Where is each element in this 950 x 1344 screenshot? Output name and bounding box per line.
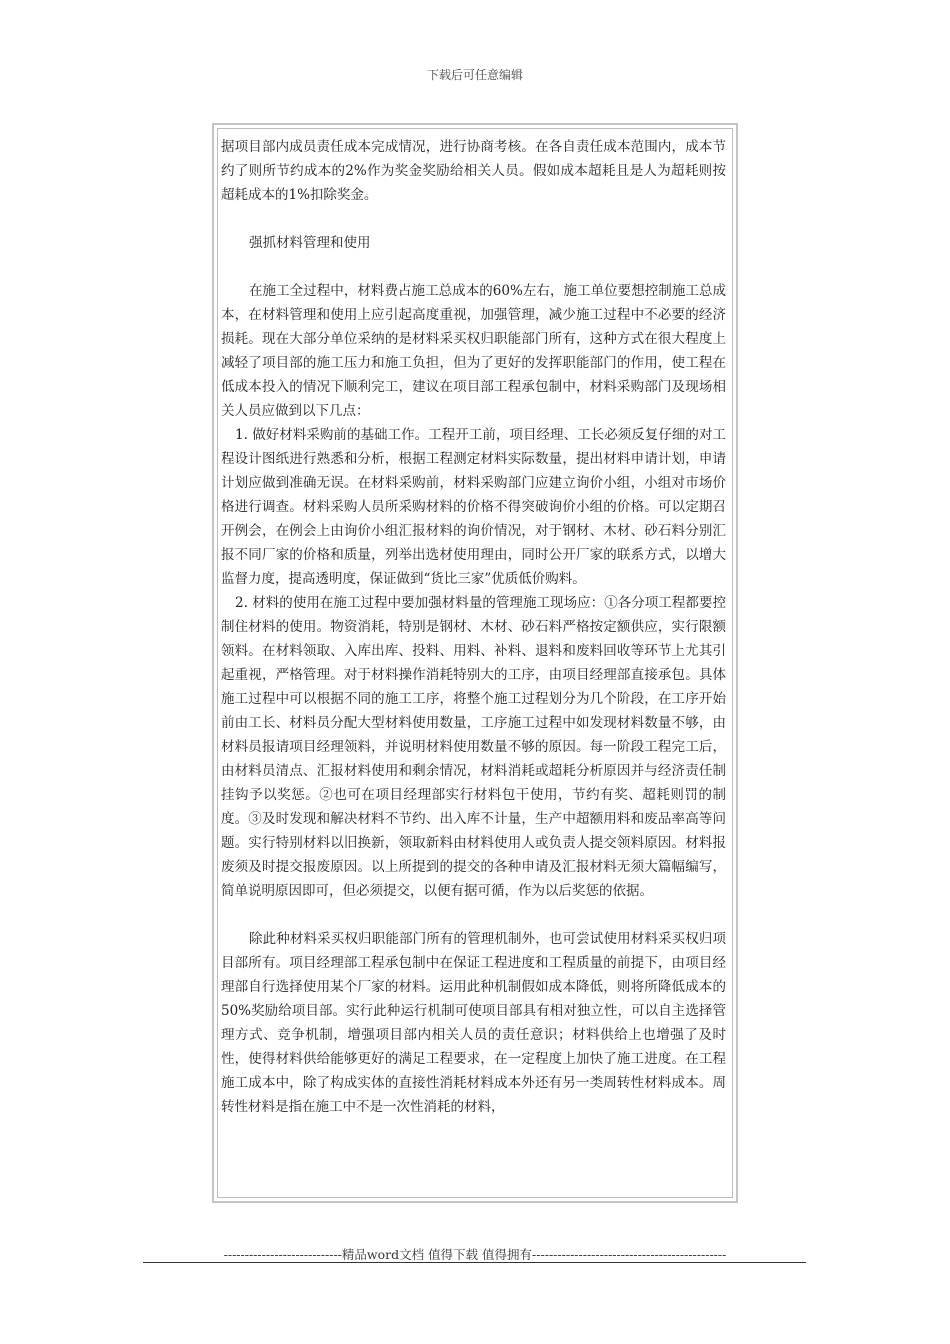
content-frame — [212, 123, 738, 1203]
page-header: 下载后可任意编辑 — [426, 68, 523, 82]
section-heading: 强抓材料管理和使用 — [249, 235, 371, 251]
paragraph-5: 除此种材料采买权归职能部门所有的管理机制外，也可尝试使用材料采买权归项目部所有。项目经理部工程承包制中在保证工程进度和工程质量的前提下，由项目经理部自行选择使用某个厂家的材料。运用此种机制假如成本降低，则将所降低成本的50%奖励给项目部。实行此种运行机制可使项目部具有相对独立性，可以自主选择管理方式、竞争机制，增强项目部内相关人员的责任意识；材料供给上也增强了及时性，使得材料供给能够更好的满足工程要求，在一定程度上加快了施工进度。在工程施工成本中，除了构成实体的直接性消耗材料成本外还有另一类周转性材料成本。周转性材料是指在施工中不是一次性消耗的材料， — [221, 931, 726, 1115]
page-footer: ----------------------------精品word文档 值得下载 值得拥有---------------------------------------------- — [223, 1247, 727, 1262]
paragraph-3: 1. 做好材料采购前的基础工作。工程开工前，项目经理、工长必须反复仔细的对工程设计图纸进行熟悉和分析，根据工程测定材料实际数量，提出材料申请计划，申请计划应做到准确无误。在材料采购前，材料采购部门应建立询价小组，小组对市场价格进行调查。材料采购人员所采购材料的价格不得突破询价小组的价格。可以定期召开例会，在例会上由询价小组汇报材料的询价情况，对于钢材、木材、砂石料分别汇报不同厂家的价格和质量，列举出选材使用理由，同时公开厂家的联系方式，以增大监督力度，提高透明度，保证做到“货比三家”优质低价购料。 — [221, 427, 726, 587]
paragraph-4: 2. 材料的使用在施工过程中要加强材料量的管理施工现场应：①各分项工程都要控制住材料的使用。物资消耗，特别是钢材、木材、砂石料严格按定额供应，实行限额领料。在材料领取、入库出库、投料、用料、补料、退料和废料回收等环节上尤其引起重视，严格管理。对于材料操作消耗特别大的工序，由项目经理部直接承包。具体施工过程中可以根据不同的施工工序，将整个施工过程划分为几个阶段，在工序开始前由工长、材料员分配大型材料使用数量，工序施工过程中如发现材料数量不够，由材料员报请项目经理领料，并说明材料使用数量不够的原因。每一阶段工程完工后，由材料员清点、汇报材料使用和剩余情况，材料消耗或超耗分析原因并与经济责任制挂钩予以奖惩。②也可在项目经理部实行材料包干使用，节约有奖、超耗则罚的制度。③及时发现和解决材料不节约、出入库不计量，生产中超额用料和废品率高等问题。实行特别材料以旧换新，领取新料由材料使用人或负责人提交领料原因。材料报废须及时提交报废原因。以上所提到的提交的各种申请及汇报材料无须大篇幅编写，简单说明原因即可，但必须提交，以便有据可循，作为以后奖惩的依据。 — [221, 595, 726, 899]
paragraph-1: 据项目部内成员责任成本完成情况，进行协商考核。在各自责任成本范围内，成本节约了则所节约成本的2%作为奖金奖励给相关人员。假如成本超耗且是人为超耗则按超耗成本的1%扣除奖金。 — [221, 139, 726, 203]
footer-divider — [143, 1262, 806, 1263]
paragraph-2: 在施工全过程中，材料费占施工总成本的60%左右，施工单位要想控制施工总成本，在材料管理和使用上应引起高度重视，加强管理，减少施工过程中不必要的经济损耗。现在大部分单位采纳的是材料采买权归职能部门所有，这种方式在很大程度上减轻了项目部的施工压力和施工负担，但为了更好的发挥职能部门的作用，使工程在低成本投入的情况下顺利完工，建议在项目部工程承包制中，材料采购部门及现场相关人员应做到以下几点： — [221, 283, 726, 419]
content-inner — [217, 128, 733, 1198]
